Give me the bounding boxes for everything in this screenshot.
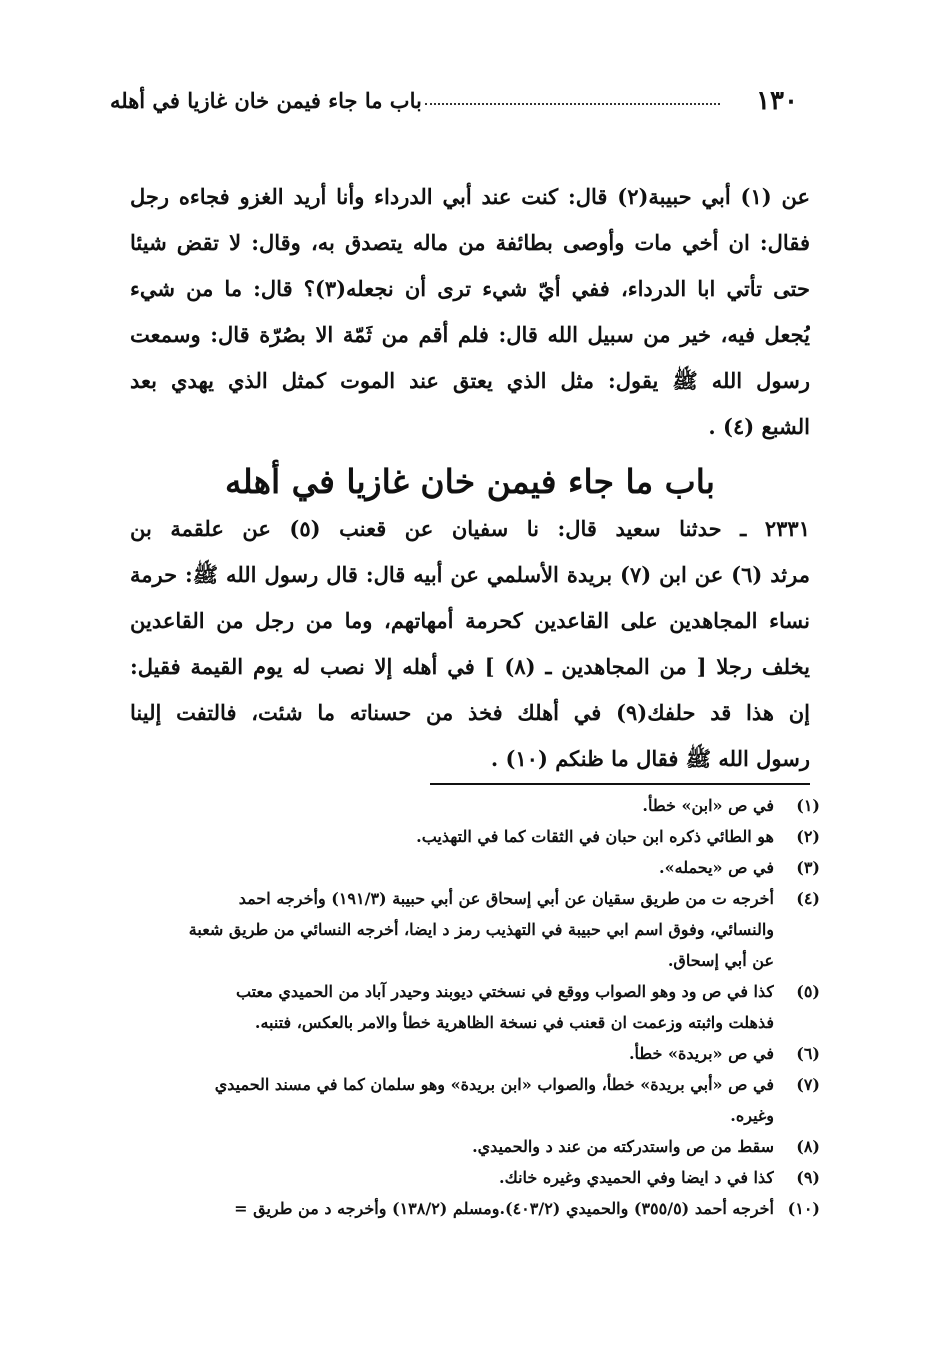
text-line: مرثد (٦) عن ابن (٧) بريدة الأسلمي عن أبيه قال: قال رسول الله ﷺ: حرمة: [130, 562, 810, 587]
hadith-paragraph: [130, 506, 810, 782]
footnote: [130, 1131, 820, 1162]
text-line: عن (١) أبي حبيبة(٢) قال: كنت عند أبي الدرداء وأنا أريد الغزو فجاءه رجل: [130, 184, 810, 209]
text-line: الشبع (٤) .: [708, 414, 810, 439]
footnote-number: (٧): [796, 1075, 820, 1094]
text-line: فقال: ان أخي مات وأوصى بطائفة من ماله يتصدق به، وقال: لا تقض شيئا: [130, 230, 810, 255]
footnote-text: وغيره.: [730, 1106, 774, 1125]
footnote: [130, 1162, 820, 1193]
footnote-text: في ص «ابن» خطأ.: [642, 796, 774, 815]
footnote-text: عن أبي إسحاق.: [667, 951, 774, 970]
footnote-separator: [430, 783, 810, 785]
top-paragraph: [130, 174, 810, 450]
chapter-title: باب ما جاء فيمن خان غازيا في أهله: [224, 462, 715, 501]
footnote: [130, 976, 820, 1038]
text-line: إن هذا قد حلفك(٩) في أهلك فخذ من حسناته ما شئت، فالتفت إلينا: [130, 700, 810, 725]
footnote-number: (٢): [796, 827, 820, 846]
footnote: [130, 821, 820, 852]
footnote-text: فذهلت واثبته وزعمت ان قعنب في نسخة الظاهرية خطأ والامر بالعكس، فتنبه.: [254, 1013, 774, 1032]
header-dotted-rule: [425, 103, 720, 105]
footnote-number: (١٠): [787, 1199, 820, 1218]
text-line: رسول الله ﷺ يقول: مثل الذي يعتق عند الموت كمثل الذي يهدي بعد: [130, 368, 810, 393]
footnote-text: في ص «أبي بريدة» خطأ، والصواب «ابن بريدة» وهو سلمان كما في مسند الحميدي: [214, 1075, 774, 1094]
page-number: ١٣٠: [756, 86, 798, 116]
footnote-number: (٥): [796, 982, 820, 1001]
footnote-text: أخرجه أحمد (٣٥٥/٥) والحميدي (٤٠٣/٢).ومسلم (١٣٨/٢) وأخرجه د من طريق =: [234, 1199, 774, 1218]
footnotes: [130, 790, 820, 1224]
text-line: يُجعل فيه، خير من سبيل الله قال: فلم أقم من ثَمّة الا بصُرّة قال: وسمعت: [130, 322, 810, 347]
footnote-text: كذا في د ايضا وفي الحميدي وغيره خانك.: [499, 1168, 774, 1187]
footnote-number: (٤): [796, 889, 820, 908]
footnote-number: (٨): [796, 1137, 820, 1156]
footnote-text: هو الطائي ذكره ابن حبان في الثقات كما في التهذيب.: [416, 827, 774, 846]
footnote: [130, 1069, 820, 1131]
footnote: [130, 883, 820, 976]
text-line: رسول الله ﷺ فقال ما ظنكم (١٠) .: [490, 746, 810, 771]
footnote-text: في ص «يحمله».: [659, 858, 774, 877]
footnote-number: (٣): [796, 858, 820, 877]
text-line: يخلف رجلا [ من المجاهدين ـ (٨) ] في أهله إلا نصب له يوم القيمة فقيل:: [130, 654, 810, 679]
running-header: [110, 86, 810, 126]
footnote-text: والنسائي، وفوق اسم ابي حبيبة في التهذيب رمز د ايضا، أخرجه النسائي من طريق شعبة: [188, 920, 774, 939]
running-title: باب ما جاء فيمن خان غازيا في أهله: [110, 88, 422, 113]
footnote-number: (١): [796, 796, 820, 815]
text-line: نساء المجاهدين على القاعدين كحرمة أمهاتهم، وما من رجل من القاعدين: [130, 608, 810, 633]
footnote-number: (٩): [796, 1168, 820, 1187]
footnote-text: كذا في ص ود وهو الصواب ووقع في نسختي ديوبند وحيدر آباد من الحميدي معتب: [235, 982, 774, 1001]
footnote-text: سقط من ص واستدركته من عند د والحميدي.: [472, 1137, 774, 1156]
text-line: حتى تأتي ابا الدرداء، ففي أيّ شيء ترى أن نجعله(٣)؟ قال: ما من شيء: [130, 276, 810, 301]
footnote-number: (٦): [796, 1044, 820, 1063]
footnote: [130, 852, 820, 883]
text-line: ٢٣٣١ ـ حدثنا سعيد قال: نا سفيان عن قعنب (٥) عن علقمة بن: [130, 516, 810, 541]
footnote-text: في ص «بريدة» خطأ.: [628, 1044, 774, 1063]
footnote: [130, 790, 820, 821]
footnote-text: أخرجه ت من طريق سقيان عن أبي إسحاق عن أبي حبيبة (١٩١/٣) وأخرجه احمد: [238, 889, 774, 908]
footnote: [130, 1193, 820, 1224]
footnote: [130, 1038, 820, 1069]
